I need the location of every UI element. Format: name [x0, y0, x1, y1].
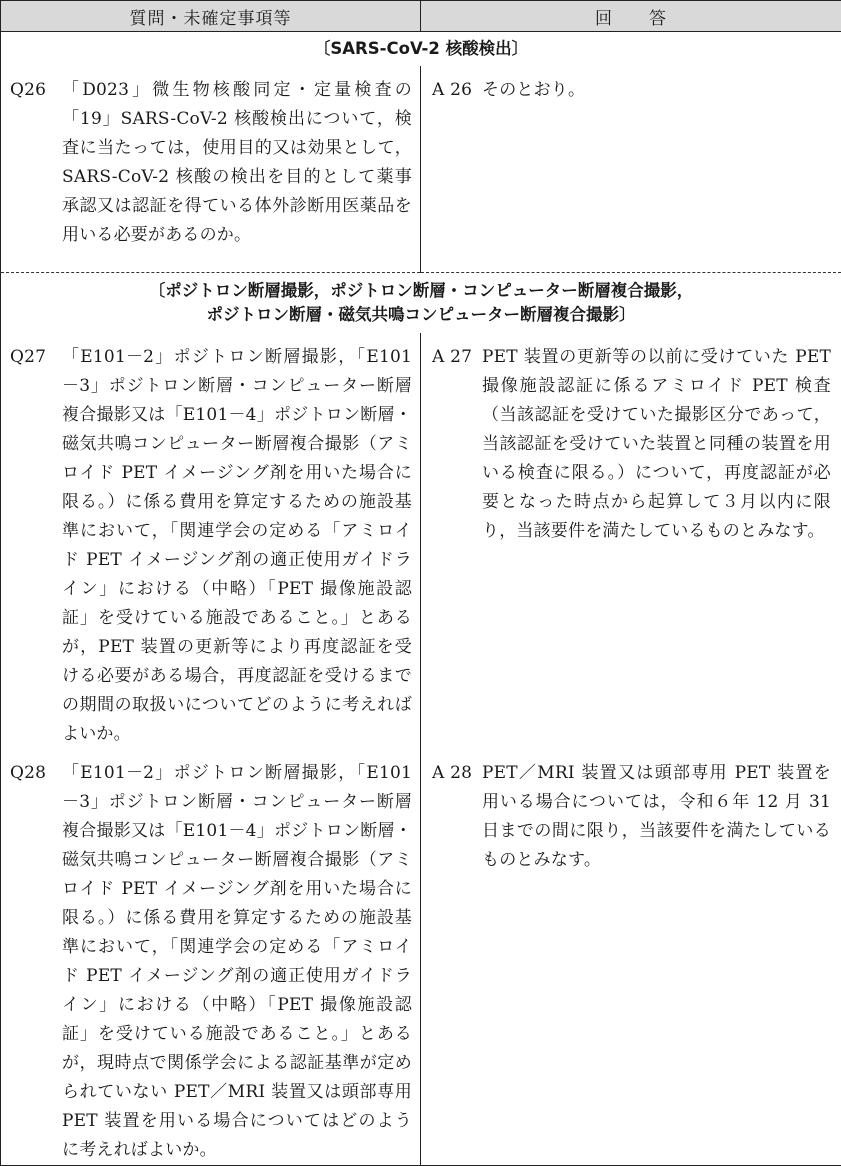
section-title-sars-cov-2 — [1, 32, 841, 67]
answer-text: そのとおり。 — [482, 76, 831, 105]
answer-column-header: 回 答 — [421, 1, 841, 32]
section-row — [1, 273, 841, 334]
table-row — [1, 333, 841, 749]
question-number: Q26 — [10, 76, 62, 105]
question-entry — [1, 66, 420, 250]
table-row — [1, 66, 841, 273]
answer-entry — [421, 333, 841, 546]
answer-entry — [421, 749, 841, 875]
question-column-header: 質問・未確定事項等 — [1, 1, 421, 32]
question-number: Q28 — [10, 759, 62, 788]
section-title-line: ポジトロン断層・磁気共鳴コンピューター断層複合撮影〕 — [1, 303, 841, 327]
section-title-pet — [1, 273, 841, 334]
section-title-line: 〔SARS-CoV-2 核酸検出〕 — [1, 37, 841, 61]
question-text: 「E101－2」ポジトロン断層撮影，「E101－3」ポジトロン断層・コンピューター断層複合撮影又は「E101－4」ポジトロン断層・磁気共鳴コンピューター断層複合撮影（アミロイド PET イメージング剤を用いた場合に限る。）に係る費用を算定するための施設基準において，「関連学会の定める「アミロイド PET イメージング剤の適正使用ガイドライン」における（中略）「PET 撮像施設認証」を受けている施設であること。」とあるが，PET 装置の更新等により再度認証を受ける必要がある場合，再度認証を受けるまでの期間の取扱いについてどのように考えればよいか。 — [62, 343, 412, 749]
answer-number: A 27 — [432, 343, 482, 372]
answer-cell — [421, 333, 841, 749]
answer-text: PET 装置の更新等の以前に受けていた PET 撮像施設認証に係るアミロイド PET 検査（当該認証を受けていた撮影区分であって，当該認証を受けていた装置と同種の装置を用いる検査に限る。）について，再度認証が必要となった時点から起算して３月以内に限り，当該要件を満たしているものとみなす。 — [482, 343, 831, 546]
section-title-line: 〔ポジトロン断層撮影，ポジトロン断層・コンピューター断層複合撮影， — [1, 279, 841, 303]
question-cell — [1, 749, 421, 1166]
answer-number: A 26 — [432, 76, 482, 105]
answer-cell — [421, 66, 841, 273]
question-cell — [1, 333, 421, 749]
question-entry — [1, 333, 420, 749]
question-text: 「D023」微生物核酸同定・定量検査の「19」SARS-CoV-2 核酸検出について，検査に当たっては，使用目的又は効果として，SARS-CoV-2 核酸の検出を目的として薬事承認又は認証を得ている体外診断用医薬品を用いる必要があるのか。 — [62, 76, 412, 250]
question-number: Q27 — [10, 343, 62, 372]
question-text: 「E101－2」ポジトロン断層撮影，「E101－3」ポジトロン断層・コンピューター断層複合撮影又は「E101－4」ポジトロン断層・磁気共鳴コンピューター断層複合撮影（アミロイド PET イメージング剤を用いた場合に限る。）に係る費用を算定するための施設基準において，「関連学会の定める「アミロイド PET イメージング剤の適正使用ガイドライン」における（中略）「PET 撮像施設認証」を受けている施設であること。」とあるが，現時点で関係学会による認証基準が定められていない PET／MRI 装置又は頭部専用 PET 装置を用いる場合についてはどのように考えればよいか。 — [62, 759, 412, 1165]
answer-entry — [421, 66, 841, 105]
section-row — [1, 32, 841, 67]
answer-text: PET／MRI 装置又は頭部専用 PET 装置を用いる場合については，令和６年 12 月 31 日までの間に限り，当該要件を満たしているものとみなす。 — [482, 759, 831, 875]
question-cell — [1, 66, 421, 273]
answer-cell — [421, 749, 841, 1166]
answer-number: A 28 — [432, 759, 482, 788]
table-row — [1, 749, 841, 1166]
question-entry — [1, 749, 420, 1165]
table-header-row — [1, 1, 841, 32]
